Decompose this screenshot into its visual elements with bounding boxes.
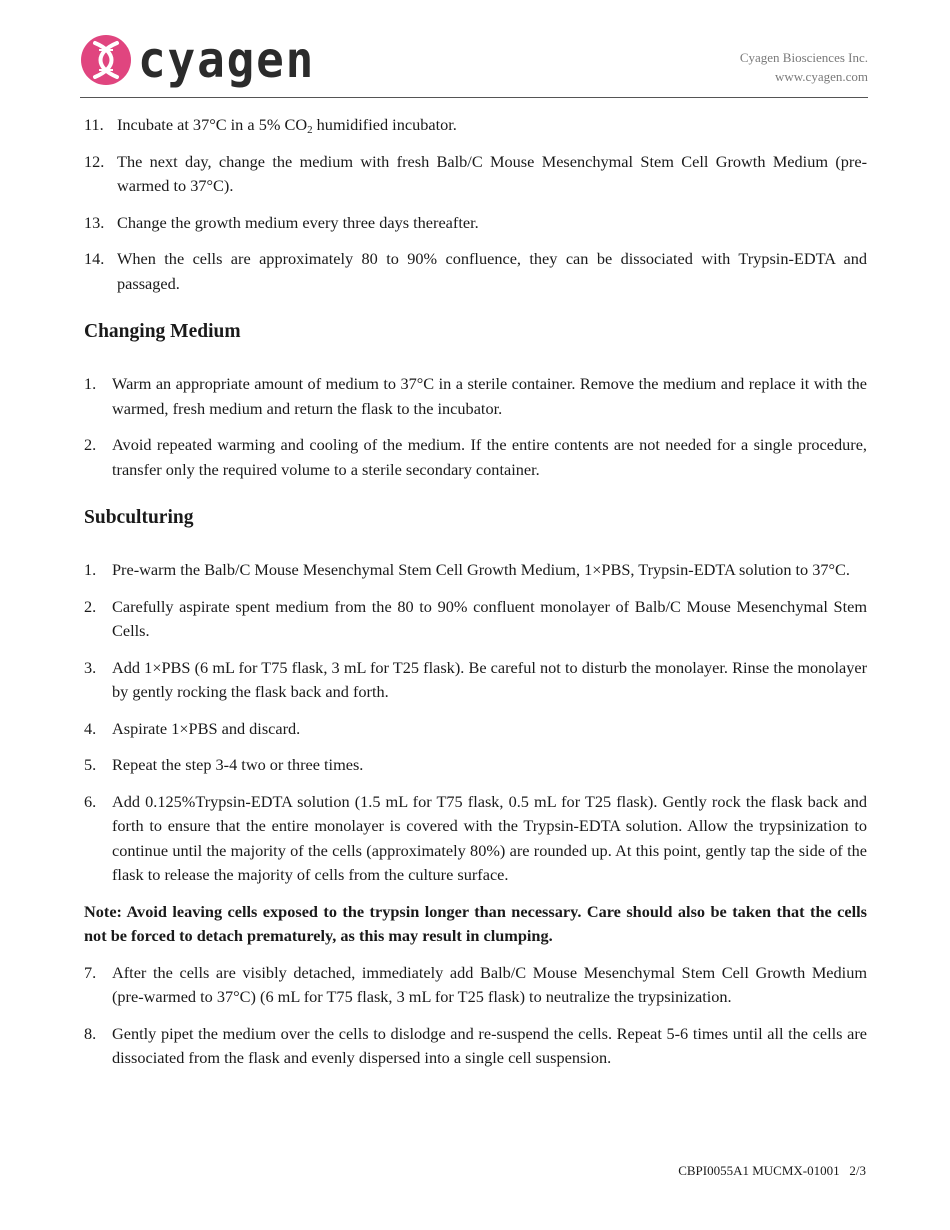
- item-number: 14.: [84, 249, 105, 268]
- header-divider: [80, 97, 868, 98]
- item-text: Add 1×PBS (6 mL for T75 flask, 3 mL for T25 flask). Be careful not to disturb the monolayer. Rinse the monolayer by gently rocking the flask back and forth.: [112, 657, 867, 701]
- company-website: www.cyagen.com: [774, 69, 868, 84]
- company-info: [740, 48, 868, 86]
- steps-continued-list: [84, 113, 867, 296]
- item-text: After the cells are visibly detached, immediately add Balb/C Mouse Mesenchymal Stem Cell Growth Medium (pre-warmed to 37°C) (6 mL for T75 flask, 3 mL for T25 flask) to neutralize the trypsinization.: [112, 962, 867, 1006]
- list-item: [84, 433, 867, 482]
- item-text: humidified incubator.: [312, 115, 457, 134]
- list-item: [84, 790, 867, 888]
- list-item: [84, 558, 867, 583]
- list-item: [84, 211, 867, 236]
- item-text: Change the growth medium every three days thereafter.: [117, 212, 479, 232]
- page-header: [80, 32, 868, 98]
- item-text: Carefully aspirate spent medium from the 80 to 90% confluent monolayer of Balb/C Mouse Mesenchymal Stem Cells.: [112, 596, 867, 640]
- list-item: [84, 372, 867, 421]
- item-number: 1.: [84, 560, 97, 579]
- list-item: [84, 113, 867, 138]
- item-number: 2.: [84, 435, 97, 454]
- list-item: [84, 595, 867, 644]
- subculturing-list: [84, 558, 867, 888]
- item-number: 7.: [84, 962, 97, 982]
- item-text: Incubate at 37°C in a 5% CO: [117, 115, 308, 134]
- item-text: When the cells are approximately 80 to 90% confluence, they can be dissociated with Trypsin-EDTA and passaged.: [117, 249, 867, 293]
- section-title-changing-medium: Changing Medium: [84, 321, 241, 342]
- item-number: 2.: [84, 596, 97, 616]
- list-item: [84, 961, 867, 1010]
- list-item: [84, 1022, 867, 1071]
- list-item: [84, 753, 867, 778]
- item-text: Add 0.125%Trypsin-EDTA solution (1.5 mL for T75 flask, 0.5 mL for T25 flask). Gently rock the flask back and forth to ensure that the entire monolayer is covered with the Trypsin-EDTA solution. Allow the trypsinization to continue until the majority of the cells (approximately 80%) are rounded up. At this point, gently tap the side of the flask to release the majority of cells from the culture surface.: [112, 791, 867, 884]
- company-name: Cyagen Biosciences Inc.: [739, 50, 868, 65]
- list-item: [84, 150, 867, 199]
- item-text: The next day, change the medium with fresh Balb/C Mouse Mesenchymal Stem Cell Growth Medium (pre-warmed to 37°C).: [117, 151, 867, 195]
- logo-text: cyagen: [138, 31, 316, 89]
- item-text: Pre-warm the Balb/C Mouse Mesenchymal Stem Cell Growth Medium, 1×PBS, Trypsin-EDTA solution to 37°C.: [112, 560, 850, 579]
- list-item: [84, 717, 867, 742]
- item-number: 11.: [84, 115, 104, 134]
- page-footer: [678, 1163, 866, 1179]
- item-number: 13.: [84, 212, 105, 232]
- item-text: Avoid repeated warming and cooling of the medium. If the entire contents are not needed for a single procedure, transfer only the required volume to a sterile secondary container.: [112, 435, 867, 479]
- item-number: 5.: [84, 755, 97, 774]
- item-number: 6.: [84, 791, 97, 811]
- item-number: 12.: [84, 151, 105, 171]
- item-text: Repeat the step 3-4 two or three times.: [112, 755, 364, 774]
- dna-helix-icon: [80, 34, 132, 86]
- item-number: 4.: [84, 718, 97, 738]
- item-number: 3.: [84, 657, 97, 677]
- changing-medium-list: [84, 372, 867, 482]
- item-text: Warm an appropriate amount of medium to 37°C in a sterile container. Remove the medium and replace it with the warmed, fresh medium and return the flask to the incubator.: [112, 374, 867, 418]
- document-body: [84, 113, 867, 1083]
- item-text: Aspirate 1×PBS and discard.: [112, 718, 301, 738]
- list-item: [84, 247, 867, 296]
- section-title-subculturing: Subculturing: [84, 507, 194, 528]
- list-item: [84, 656, 867, 705]
- page-number: 2/3: [849, 1163, 866, 1178]
- subculturing-list-continued: [84, 961, 867, 1071]
- item-text: Gently pipet the medium over the cells to dislodge and re-suspend the cells. Repeat 5-6 times until all the cells are dissociated from the flask and evenly dispersed into a single cell suspension.: [112, 1023, 867, 1067]
- co2-subscript: 2: [307, 124, 313, 136]
- cyagen-logo: [80, 31, 331, 89]
- trypsin-warning-note: Note: Avoid leaving cells exposed to the trypsin longer than necessary. Care should also be taken that the cells not be forced to detach prematurely, as this may result in clumping.: [84, 901, 867, 945]
- document-code: CBPI0055A1 MUCMX-01001: [678, 1163, 840, 1178]
- item-number: 8.: [84, 1023, 97, 1043]
- item-number: 1.: [84, 374, 97, 393]
